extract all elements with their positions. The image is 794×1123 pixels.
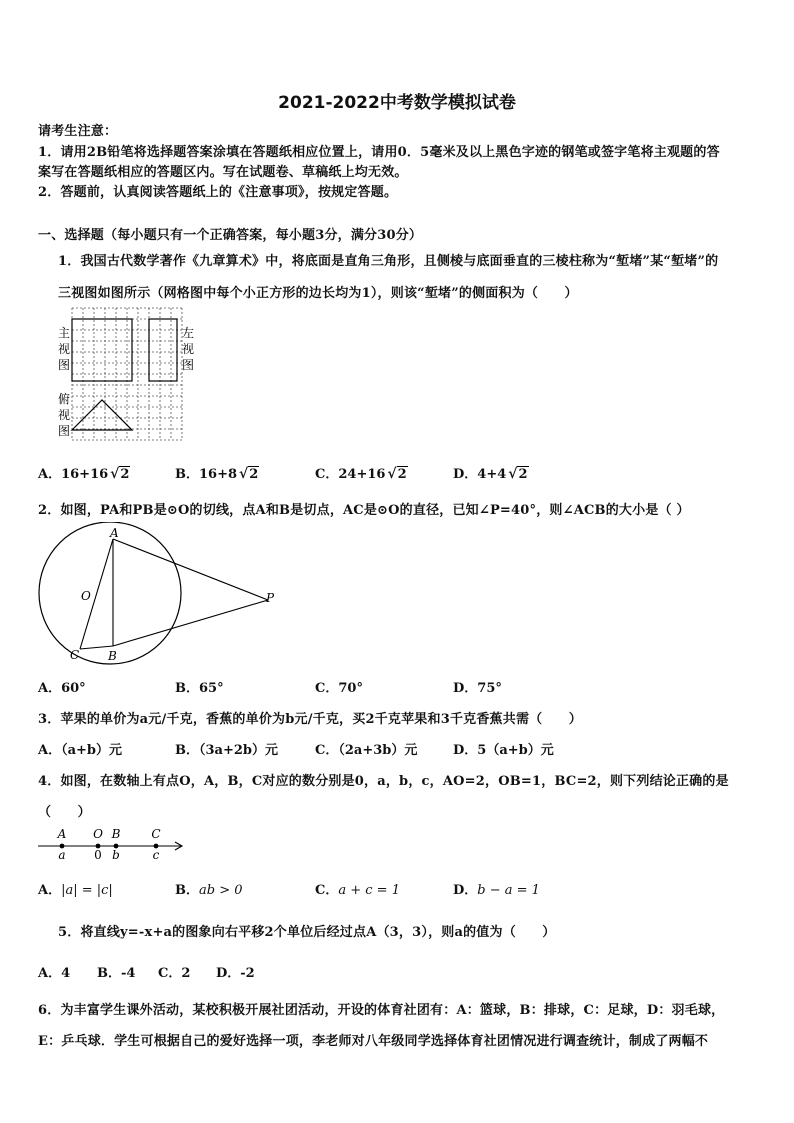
q4-option-d[interactable]: [453, 879, 540, 898]
value-a: a: [58, 848, 66, 862]
q1-option-d-radicand: 2: [518, 467, 528, 482]
label-point-b: B: [111, 827, 121, 841]
q4-text-line1: 4．如图，在数轴上有点O，A，B，C对应的数分别是0，a，b，c，AO=2，OB=1，BC=2，则下列结论正确的是: [38, 774, 729, 789]
tangent-pb: [113, 600, 268, 646]
q1-three-view-figure: [50, 303, 210, 445]
section-heading: 一、选择题（每小题只有一个正确答案，每小题3分，满分30分）: [38, 228, 423, 243]
q1-option-d[interactable]: D．4+4 √2: [453, 466, 528, 482]
q5-option-a[interactable]: A．4: [38, 966, 71, 981]
notice-line-2: 2．答题前，认真阅读答题纸上的《注意事项》，按规定答题。: [38, 185, 398, 200]
front-label-2: 视: [57, 342, 71, 356]
label-p: P: [266, 591, 275, 605]
front-label-3: 图: [57, 358, 71, 372]
q1-option-c[interactable]: C．24+16 √2: [315, 466, 407, 482]
notice-heading: 请考生注意：: [38, 124, 118, 139]
left-view-rect: [149, 319, 177, 381]
q5-option-b[interactable]: B．-4: [97, 966, 136, 981]
q1-option-a[interactable]: A．16+16 √2: [38, 466, 130, 482]
q4-option-a-letter: A．: [38, 883, 62, 898]
label-o: O: [81, 589, 91, 603]
q4-option-a-math: |a| = |c|: [61, 883, 113, 898]
q4-option-b-letter: B．: [175, 883, 199, 898]
q5-option-c[interactable]: C．2: [158, 966, 191, 981]
q4-option-c-letter: C．: [315, 883, 339, 898]
label-b: B: [108, 649, 117, 663]
q2-option-a[interactable]: A．60°: [38, 681, 86, 696]
tangent-pa: [113, 539, 268, 600]
q1-option-d-text: D．4+4: [453, 467, 507, 482]
front-label-1: 主: [57, 326, 71, 340]
page-title: 2021-2022中考数学模拟试卷: [278, 93, 516, 113]
q3-option-a[interactable]: A．（a+b）元: [38, 743, 122, 758]
value-c: c: [152, 848, 160, 862]
circle-o: [39, 522, 181, 664]
q1-option-b[interactable]: B．16+8 √2: [175, 466, 259, 482]
q3-text: 3．苹果的单价为a元/千克，香蕉的单价为b元/千克，买2千克苹果和3千克香蕉共需（ ）: [38, 712, 582, 727]
q1-text-line2: 三视图如图所示（网格图中每个小正方形的边长均为1），则该“堑堵”的侧面积为（ ）: [58, 286, 578, 301]
left-label-3: 图: [181, 358, 195, 372]
top-label-1: 俯: [57, 392, 71, 406]
q1-option-b-radicand: 2: [249, 467, 259, 482]
notice-line-1a: 1．请用2B铅笔将选择题答案涂填在答题纸相应位置上，请用0．5毫米及以上黑色字迹的钢笔或签字笔将主观题的答: [38, 145, 720, 160]
q4-option-b[interactable]: [175, 879, 243, 898]
q3-option-d[interactable]: D．5（a+b）元: [453, 743, 554, 758]
q2-text: 2．如图，PA和PB是⊙O的切线，点A和B是切点，AC是⊙O的直径，已知∠P=40°，则∠ACB的大小是（ ）: [38, 503, 690, 518]
q4-option-a[interactable]: [38, 879, 113, 898]
q5-text: 5．将直线y=-x+a的图象向右平移2个单位后经过点A（3，3），则a的值为（ ）: [58, 925, 556, 940]
q2-option-d[interactable]: D．75°: [453, 681, 502, 696]
q1-option-c-radicand: 2: [397, 467, 407, 482]
q2-circle-figure: [34, 522, 284, 667]
q2-option-c[interactable]: C．70°: [315, 681, 363, 696]
q3-option-b[interactable]: B．（3a+2b）元: [175, 743, 278, 758]
notice-line-1b: 案写在答题纸相应的答题区内。写在试题卷、草稿纸上均无效。: [38, 165, 408, 180]
q6-text-line2: E：乒乓球．学生可根据自己的爱好选择一项，李老师对八年级同学选择体育社团情况进行调查统计，制成了两幅不: [38, 1034, 709, 1049]
q1-option-a-text: A．16+16: [38, 467, 109, 482]
top-label-3: 图: [57, 424, 71, 438]
q5-option-d[interactable]: D．-2: [216, 966, 255, 981]
value-b: b: [112, 848, 120, 862]
label-point-c: C: [151, 827, 161, 841]
label-point-a: A: [57, 827, 67, 841]
q4-option-b-math: ab > 0: [199, 883, 243, 898]
q4-option-c[interactable]: [315, 879, 400, 898]
label-a: A: [110, 526, 119, 540]
q6-text-line1: 6．为丰富学生课外活动，某校积极开展社团活动，开设的体育社团有：A：篮球，B：排球，C：足球，D：羽毛球，: [38, 1003, 725, 1018]
q1-option-a-radicand: 2: [120, 467, 130, 482]
left-label-2: 视: [181, 342, 195, 356]
left-label-1: 左: [181, 326, 195, 340]
q1-option-b-text: B．16+8: [175, 467, 238, 482]
front-view-rect: [72, 319, 132, 381]
label-c: C: [70, 648, 80, 662]
q3-option-c[interactable]: C．（2a+3b）元: [315, 743, 418, 758]
q4-option-d-math: b − a = 1: [477, 883, 540, 898]
q1-option-c-text: C．24+16: [315, 467, 386, 482]
q4-option-d-letter: D．: [453, 883, 478, 898]
value-o: 0: [94, 848, 102, 862]
label-point-o: O: [93, 827, 103, 841]
q4-text-line2: （ ）: [38, 805, 91, 820]
top-label-2: 视: [57, 408, 71, 422]
q4-option-c-math: a + c = 1: [338, 883, 400, 898]
top-view-triangle: [72, 400, 132, 430]
q2-option-b[interactable]: B．65°: [175, 681, 224, 696]
q1-text-line1: 1．我国古代数学著作《九章算术》中，将底面是直角三角形，且侧棱与底面垂直的三棱柱称为“堑堵”某“堑堵”的: [58, 254, 719, 269]
q4-number-line: [36, 826, 188, 862]
